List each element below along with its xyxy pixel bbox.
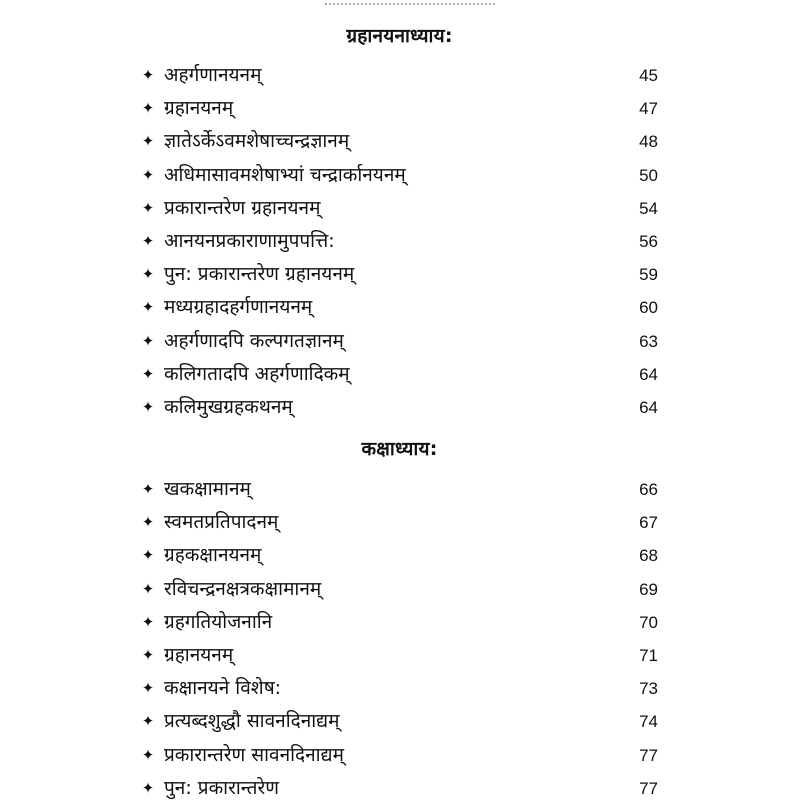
entry-title: पुन: प्रकारान्तरेण xyxy=(164,776,279,799)
diamond-bullet-icon: ✦ xyxy=(141,66,155,84)
diamond-bullet-icon: ✦ xyxy=(141,298,155,317)
diamond-bullet-icon: ✦ xyxy=(141,331,155,350)
toc-entry[interactable] xyxy=(0,97,799,130)
cropped-previous-line xyxy=(325,0,495,5)
diamond-bullet-icon: ✦ xyxy=(141,612,155,631)
entry-page-number: 74 xyxy=(639,712,658,732)
entry-title: अहर्गणानयनम् xyxy=(164,64,262,86)
entry-title: प्रकारान्तरेण ग्रहानयनम् xyxy=(164,196,321,219)
toc-entry[interactable] xyxy=(0,230,799,263)
diamond-bullet-icon: ✦ xyxy=(141,745,155,764)
entry-page-number: 68 xyxy=(639,546,658,566)
toc-entry[interactable] xyxy=(0,164,799,197)
toc-entry[interactable] xyxy=(0,677,799,710)
toc-entry[interactable] xyxy=(0,197,799,230)
diamond-bullet-icon: ✦ xyxy=(141,198,155,217)
entry-title: प्रत्यब्दशुद्धौ सावनदिनाद्यम् xyxy=(164,710,340,733)
entry-page-number: 56 xyxy=(639,231,658,251)
entry-page-number: 77 xyxy=(639,778,658,798)
entry-page-number: 45 xyxy=(639,66,658,85)
entry-page-number: 69 xyxy=(639,579,658,599)
toc-entry[interactable] xyxy=(0,263,799,296)
section-title-grahanayana: ग्रहानयनाध्याय: xyxy=(346,25,453,47)
entry-title: कक्षानयने विशेष: xyxy=(164,677,282,700)
entry-page-number: 73 xyxy=(639,679,658,699)
toc-entry[interactable] xyxy=(0,777,799,810)
entry-page-number: 67 xyxy=(639,513,658,533)
diamond-bullet-icon: ✦ xyxy=(141,99,155,118)
entry-title: खकक्षामानम् xyxy=(164,478,251,500)
entry-title: मध्यग्रहादहर्गणानयनम् xyxy=(164,296,313,319)
section-title-kakshadhyaya: कक्षाध्याय: xyxy=(361,438,438,460)
toc-entry[interactable] xyxy=(0,64,799,97)
entry-title: प्रकारान्तरेण सावनदिनाद्यम् xyxy=(164,743,344,766)
entry-title: पुन: प्रकारान्तरेण ग्रहानयनम् xyxy=(164,263,355,286)
diamond-bullet-icon: ✦ xyxy=(141,364,155,383)
entry-title: स्वमतप्रतिपादनम् xyxy=(164,511,279,534)
entry-page-number: 48 xyxy=(639,132,658,152)
entry-page-number: 59 xyxy=(639,265,658,285)
toc-entry[interactable] xyxy=(0,544,799,577)
entry-title: ग्रहानयनम् xyxy=(164,97,234,120)
entry-page-number: 54 xyxy=(639,198,658,218)
entry-page-number: 66 xyxy=(639,480,658,499)
entry-page-number: 47 xyxy=(639,99,658,119)
diamond-bullet-icon: ✦ xyxy=(141,397,155,416)
toc-entry[interactable] xyxy=(0,363,799,396)
toc-entry[interactable] xyxy=(0,710,799,743)
diamond-bullet-icon: ✦ xyxy=(141,712,155,731)
entry-title: आनयनप्रकाराणामुपपत्ति: xyxy=(164,229,335,252)
section-entries-kakshadhyaya xyxy=(0,478,799,810)
entry-page-number: 64 xyxy=(639,397,658,417)
toc-entry[interactable] xyxy=(0,296,799,329)
entry-page-number: 64 xyxy=(639,364,658,384)
toc-entry[interactable] xyxy=(0,644,799,677)
entry-title: ग्रहानयनम् xyxy=(164,643,234,666)
toc-entry[interactable] xyxy=(0,130,799,163)
diamond-bullet-icon: ✦ xyxy=(141,778,155,797)
entry-page-number: 60 xyxy=(639,298,658,318)
section-entries-grahanayana xyxy=(0,64,799,429)
toc-entry[interactable] xyxy=(0,578,799,611)
diamond-bullet-icon: ✦ xyxy=(141,579,155,598)
diamond-bullet-icon: ✦ xyxy=(141,480,155,498)
entry-page-number: 77 xyxy=(639,745,658,765)
entry-page-number: 70 xyxy=(639,612,658,632)
toc-entry[interactable] xyxy=(0,511,799,544)
entry-title: ज्ञातेऽर्केऽवमशेषाच्चन्द्रज्ञानम् xyxy=(164,130,350,153)
entry-title: ग्रहगतियोजनानि xyxy=(164,610,273,633)
toc-entry[interactable] xyxy=(0,744,799,777)
entry-title: अहर्गणादपि कल्पगतज्ञानम् xyxy=(164,329,344,352)
diamond-bullet-icon: ✦ xyxy=(141,132,155,151)
entry-page-number: 71 xyxy=(639,645,658,665)
entry-title: रविचन्द्रनक्षत्रकक्षामानम् xyxy=(164,577,322,600)
diamond-bullet-icon: ✦ xyxy=(141,165,155,184)
diamond-bullet-icon: ✦ xyxy=(141,679,155,698)
entry-page-number: 50 xyxy=(639,165,658,185)
diamond-bullet-icon: ✦ xyxy=(141,231,155,250)
entry-title: ग्रहकक्षानयनम् xyxy=(164,544,262,567)
toc-entry[interactable] xyxy=(0,396,799,429)
entry-title: अधिमासावमशेषाभ्यां चन्द्रार्कानयनम् xyxy=(164,163,406,186)
diamond-bullet-icon: ✦ xyxy=(141,513,155,532)
entry-page-number: 63 xyxy=(639,331,658,351)
toc-entry[interactable] xyxy=(0,611,799,644)
toc-entry[interactable] xyxy=(0,478,799,511)
diamond-bullet-icon: ✦ xyxy=(141,546,155,565)
entry-title: कलिगतादपि अहर्गणादिकम् xyxy=(164,362,350,385)
diamond-bullet-icon: ✦ xyxy=(141,645,155,664)
diamond-bullet-icon: ✦ xyxy=(141,265,155,284)
toc-entry[interactable] xyxy=(0,330,799,363)
entry-title: कलिमुखग्रहकथनम् xyxy=(164,395,293,418)
